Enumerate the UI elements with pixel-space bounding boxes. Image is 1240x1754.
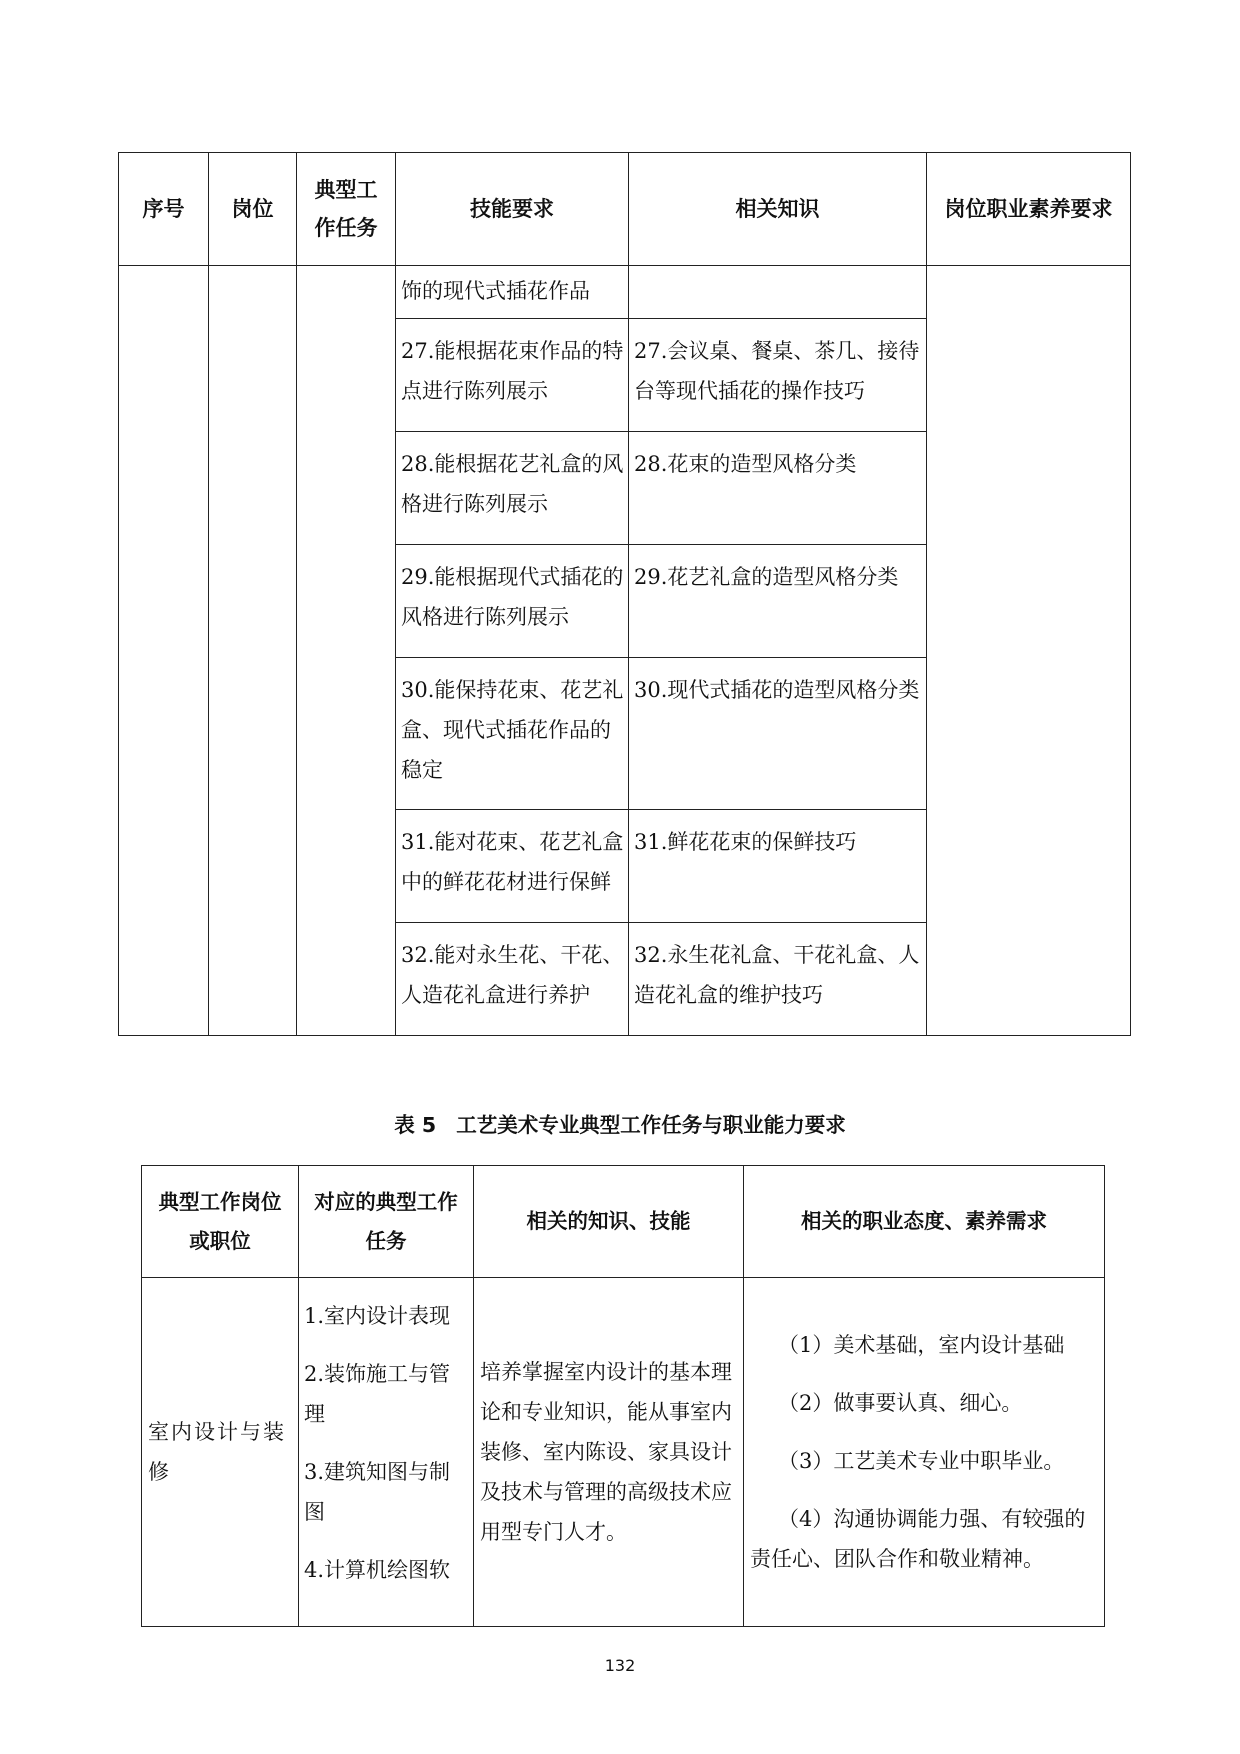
literacy-cell — [927, 266, 1131, 1036]
knowledge-cell: 28.花束的造型风格分类 — [629, 432, 927, 545]
task-cell — [297, 266, 396, 1036]
tasks-cell — [299, 1278, 474, 1627]
header-skill: 技能要求 — [396, 153, 629, 266]
knowledge-cell: 29.花艺礼盒的造型风格分类 — [629, 545, 927, 658]
task-item: 1.室内设计表现 — [304, 1304, 451, 1328]
knowledge-cell: 培养掌握室内设计的基本理论和专业知识，能从事室内装修、室内陈设、家具设计及技术与管理的高级技术应用型专门人才。 — [474, 1278, 744, 1627]
header-post: 岗位 — [209, 153, 297, 266]
table-header-row — [119, 153, 1131, 266]
craft-art-table — [141, 1165, 1105, 1627]
post-cell: 室内设计与装修 — [142, 1278, 299, 1627]
attitude-item: （1）美术基础，室内设计基础 — [778, 1333, 1065, 1357]
knowledge-cell: 30.现代式插花的造型风格分类 — [629, 658, 927, 810]
skill-cell: 30.能保持花束、花艺礼盒、现代式插花作品的稳定 — [396, 658, 629, 810]
skills-table — [118, 152, 1131, 1036]
attitude-item: （4）沟通协调能力强、有较强的责任心、团队合作和敬业精神。 — [750, 1507, 1086, 1571]
header-typical-task: 典型工作任务 — [297, 153, 396, 266]
skill-cell: 32.能对永生花、干花、人造花礼盒进行养护 — [396, 923, 629, 1036]
task-item: 2.装饰施工与管理 — [304, 1362, 451, 1426]
task-item: 4.计算机绘图软 — [304, 1558, 451, 1582]
table-caption — [0, 1108, 1240, 1138]
header-knowledge: 相关知识 — [629, 153, 927, 266]
table-caption-title: 工艺美术专业典型工作任务与职业能力要求 — [456, 1113, 846, 1137]
knowledge-cell: 32.永生花礼盒、干花礼盒、人造花礼盒的维护技巧 — [629, 923, 927, 1036]
skill-cell: 27.能根据花束作品的特点进行陈列展示 — [396, 319, 629, 432]
knowledge-cell: 31.鲜花花束的保鲜技巧 — [629, 810, 927, 923]
table-row — [119, 266, 1131, 319]
skill-cell: 28.能根据花艺礼盒的风格进行陈列展示 — [396, 432, 629, 545]
skill-cell: 29.能根据现代式插花的风格进行陈列展示 — [396, 545, 629, 658]
attitude-item: （3）工艺美术专业中职毕业。 — [778, 1449, 1065, 1473]
header-attitude: 相关的职业态度、素养需求 — [744, 1166, 1105, 1278]
knowledge-cell: 27.会议桌、餐桌、茶几、接待台等现代插花的操作技巧 — [629, 319, 927, 432]
header-index: 序号 — [119, 153, 209, 266]
header-knowledge-skill: 相关的知识、技能 — [474, 1166, 744, 1278]
skill-cell: 31.能对花束、花艺礼盒中的鲜花花材进行保鲜 — [396, 810, 629, 923]
header-typical-post: 典型工作岗位或职位 — [142, 1166, 299, 1278]
page-number: 132 — [604, 1656, 636, 1675]
table-header-row — [142, 1166, 1105, 1278]
header-literacy: 岗位职业素养要求 — [927, 153, 1131, 266]
task-item: 3.建筑知图与制图 — [304, 1460, 451, 1524]
header-typical-task: 对应的典型工作任务 — [299, 1166, 474, 1278]
skill-cell: 饰的现代式插花作品 — [396, 266, 629, 319]
attitude-item: （2）做事要认真、细心。 — [778, 1391, 1023, 1415]
knowledge-cell — [629, 266, 927, 319]
post-cell — [209, 266, 297, 1036]
table-row — [142, 1278, 1105, 1627]
attitude-cell — [744, 1278, 1105, 1627]
index-cell — [119, 266, 209, 1036]
table-caption-number: 表 5 — [394, 1113, 437, 1137]
